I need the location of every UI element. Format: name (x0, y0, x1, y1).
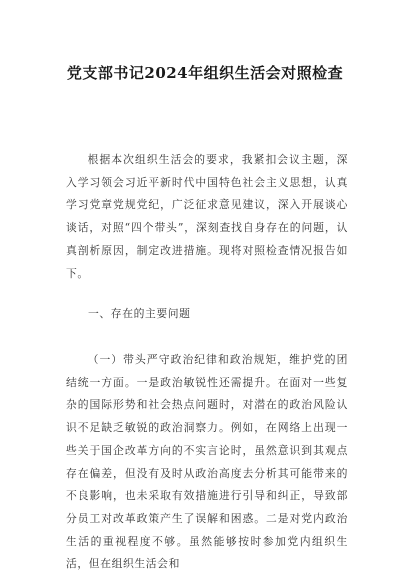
intro-paragraph: 根据本次组织生活会的要求，我紧扣会议主题，深入学习领会习近平新时代中国特色社会主义思想，认真学习党章党规党纪，广泛征求意见建议，深入开展谈心谈话，对照“四个带头”，深刻查找自身存在的问题，认真剖析原因，制定改进措施。现将对照检查情况报告如下。 (66, 153, 348, 280)
section-heading: 一、存在的主要问题 (88, 307, 191, 320)
document-title: 党支部书记2024年组织生活会对照检查 (66, 64, 344, 82)
section-paragraph: （一）带头严守政治纪律和政治规矩，维护党的团结统一方面。一是政治敏锐性还需提升。在面对一些复杂的国际形势和社会热点问题时，对潜在的政治风险认识不足缺乏敏锐的政治洞察力。例如，在网络上出现一些关于国企改革方向的不实言论时，虽然意识到其观点存在偏差，但没有及时从政治高度去分析其可能带来的不良影响，也未采取有效措施进行引导和纠正，导致部分员工对改革政策产生了误解和困惑。二是对党内政治生活的重视程度不够。虽然能够按时参加党内组织生活，但在组织生活会和 (66, 353, 348, 571)
